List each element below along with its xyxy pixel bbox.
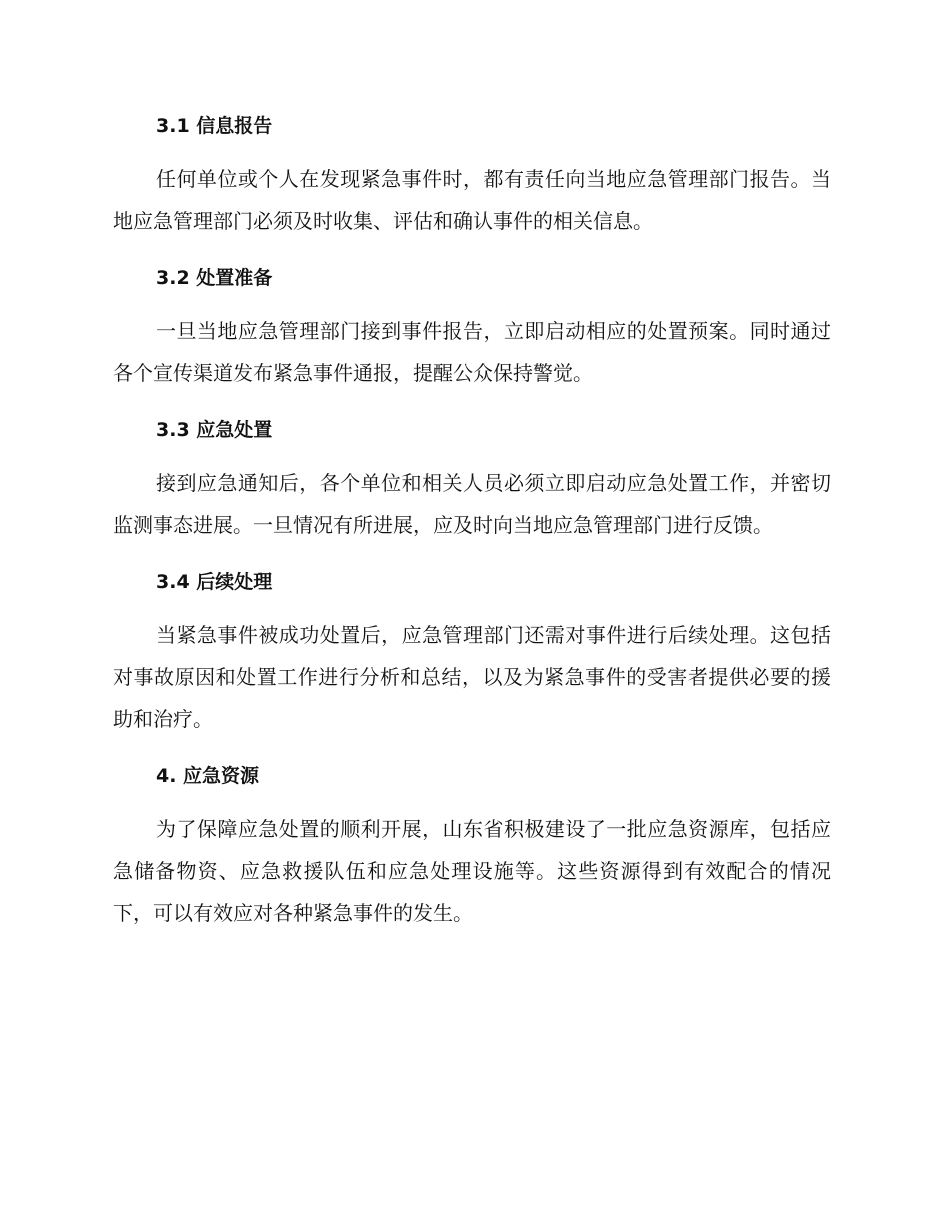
section-3-3 (113, 412, 831, 546)
section-paragraph: 接到应急通知后，各个单位和相关人员必须立即启动应急处置工作，并密切监测事态进展。一旦情况有所进展，应及时向当地应急管理部门进行反馈。 (113, 471, 831, 537)
section-paragraph: 任何单位或个人在发现紧急事件时，都有责任向当地应急管理部门报告。当地应急管理部门必须及时收集、评估和确认事件的相关信息。 (113, 167, 831, 233)
section-paragraph: 一旦当地应急管理部门接到事件报告，立即启动相应的处置预案。同时通过各个宣传渠道发布紧急事件通报，提醒公众保持警觉。 (113, 319, 831, 385)
section-3-2 (113, 260, 831, 394)
section-3-4 (113, 564, 831, 740)
document-content (113, 108, 831, 952)
section-3-1 (113, 108, 831, 242)
section-heading: 4. 应急资源 (156, 765, 260, 787)
section-paragraph: 为了保障应急处置的顺利开展，山东省积极建设了一批应急资源库，包括应急储备物资、应急救援队伍和应急处理设施等。这些资源得到有效配合的情况下，可以有效应对各种紧急事件的发生。 (113, 817, 831, 925)
section-heading: 3.3 应急处置 (156, 419, 273, 441)
section-heading: 3.4 后续处理 (156, 571, 273, 593)
section-4 (113, 758, 831, 934)
section-heading: 3.2 处置准备 (156, 267, 273, 289)
section-heading: 3.1 信息报告 (156, 115, 273, 137)
section-paragraph: 当紧急事件被成功处置后，应急管理部门还需对事件进行后续处理。这包括对事故原因和处置工作进行分析和总结，以及为紧急事件的受害者提供必要的援助和治疗。 (113, 623, 831, 731)
